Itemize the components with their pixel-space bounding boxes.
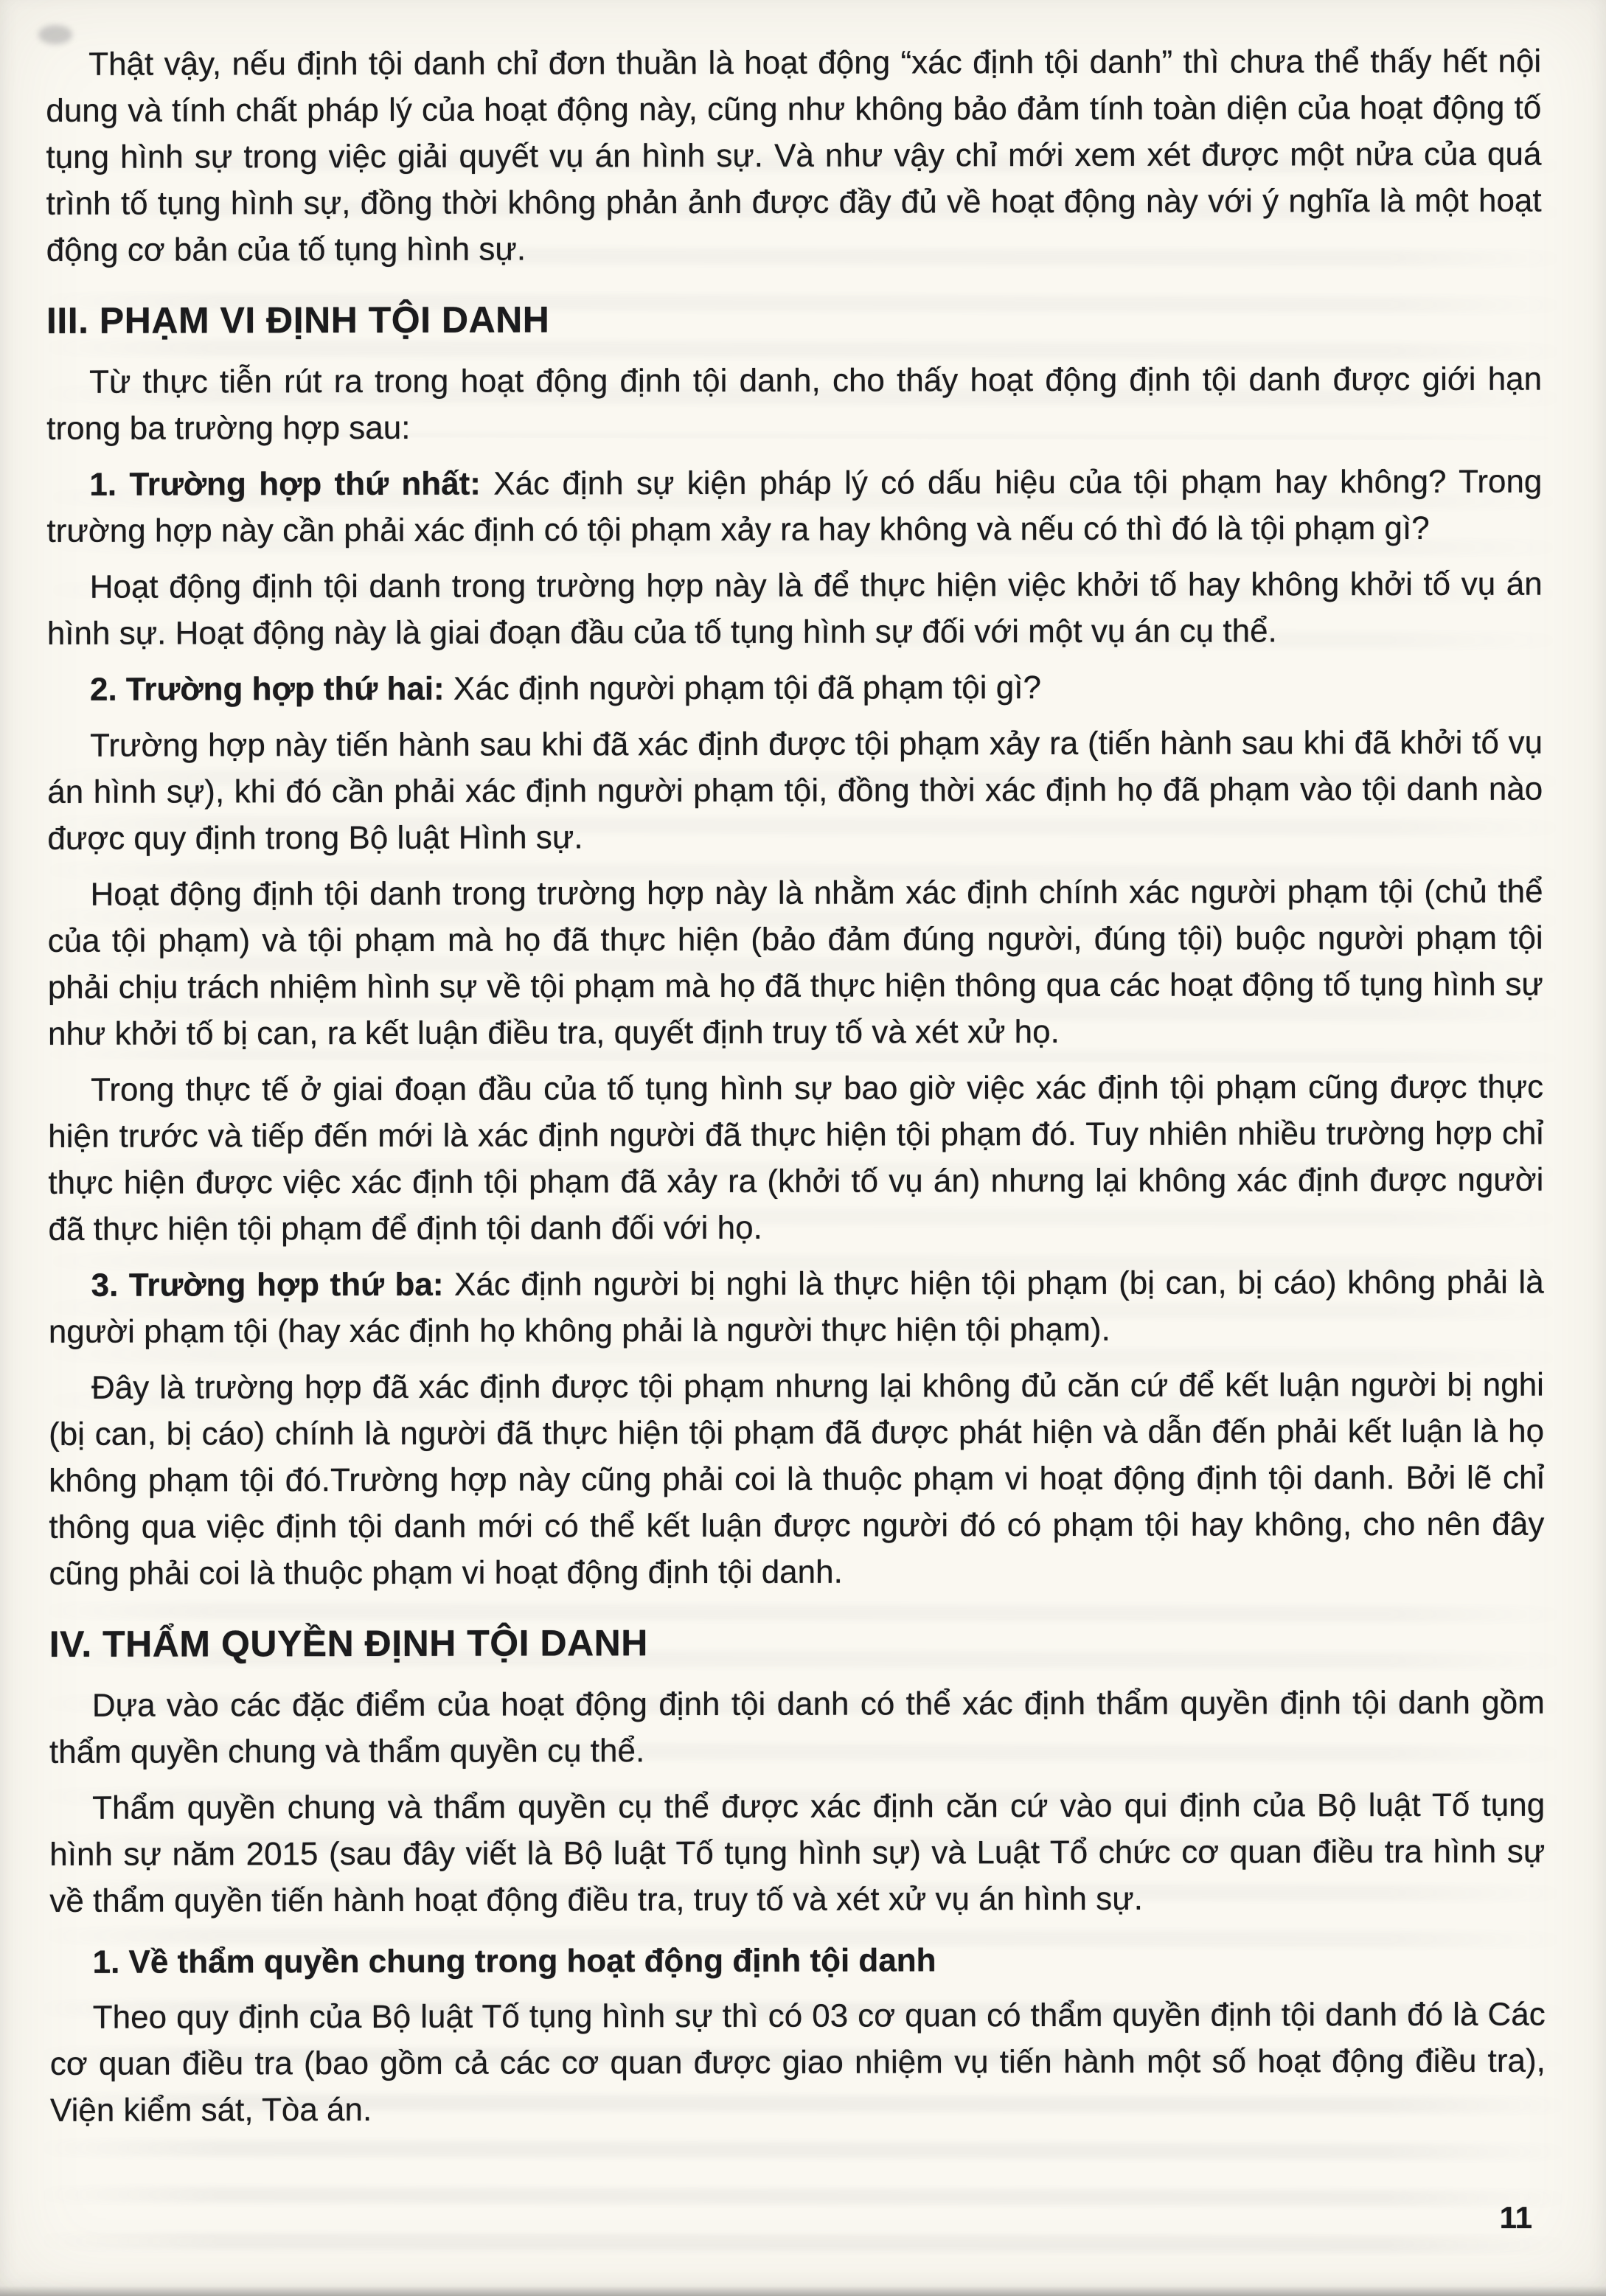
case-1-text: Xác định sự kiện pháp lý có dấu hiệu của tội phạm hay không? Trong trường hợp này cần phải xác định có tội phạm xảy ra hay không và nếu có thì đó là tội phạm gì? bbox=[46, 463, 1543, 549]
section-heading-iii: III. PHẠM VI ĐỊNH TỘI DANH bbox=[46, 299, 550, 341]
case-2-text: Xác định người phạm tội đã phạm tội gì? bbox=[444, 669, 1041, 707]
case-3-text: Xác định người bị nghi là thực hiện tội phạm (bị can, bị cáo) không phải là người phạm tội (hay xác định họ không phải là người thực hiện tội phạm). bbox=[48, 1264, 1544, 1350]
page-number: 11 bbox=[1499, 2200, 1532, 2235]
paragraph-case-2-detail-1: Trường hợp này tiến hành sau khi đã xác định được tội phạm xảy ra (tiến hành sau khi đã khởi tố vụ án hình sự), khi đó cần phải xác định người phạm tội, đồng thời xác định họ đã phạm vào tội danh nào được quy định trong Bộ luật Hình sự. bbox=[47, 724, 1543, 857]
scan-bottom-edge bbox=[0, 2286, 1606, 2296]
paragraph-intro: Thật vậy, nếu định tội danh chỉ đơn thuần là hoạt động “xác định tội danh” thì chưa thể thấy hết nội dung và tính chất pháp lý của hoạt động này, cũng như không bảo đảm tính toàn diện của hoạt động tố tụng hình sự trong việc giải quyết vụ án hình sự. Và như vậy chỉ mới xem xét được một nửa của quá trình tố tụng hình sự, đồng thời không phản ảnh được đầy đủ về hoạt động này với ý nghĩa là một hoạt động cơ bản của tố tụng hình sự. bbox=[46, 43, 1542, 268]
paragraph-case-3 bbox=[49, 1259, 1544, 1355]
paragraph-authority-basis: Thẩm quyền chung và thẩm quyền cụ thể được xác định căn cứ vào qui định của Bộ luật Tố tụng hình sự năm 2015 (sau đây viết là Bộ luật Tố tụng hình sự) và Luật Tổ chức cơ quan điều tra hình sự về thẩm quyền tiến hành hoạt động điều tra, truy tố và xét xử vụ án hình sự. bbox=[49, 1787, 1546, 1919]
paragraph-three-agencies: Theo quy định của Bộ luật Tố tụng hình sự thì có 03 cơ quan có thẩm quyền định tội danh đó là Các cơ quan điều tra (bao gồm cả các cơ quan được giao nhiệm vụ tiến hành một số hoạt động điều tra), Viện kiểm sát, Tòa án. bbox=[49, 1996, 1546, 2129]
paragraph-authority-intro: Dựa vào các đặc điểm của hoạt động định tội danh có thể xác định thẩm quyền định tội danh gồm thẩm quyền chung và thẩm quyền cụ thể. bbox=[49, 1684, 1545, 1770]
section-heading-iv: IV. THẨM QUYỀN ĐỊNH TỘI DANH bbox=[49, 1622, 648, 1665]
paragraph-case-1 bbox=[46, 459, 1542, 554]
paragraph-case-2-detail-3: Trong thực tế ở giai đoạn đầu của tố tụng hình sự bao giờ việc xác định tội phạm cũng được thực hiện trước và tiếp đến mới là xác định người đã thực hiện tội phạm đó. Tuy nhiên nhiều trường hợp chỉ thực hiện được việc xác định tội phạm đã xảy ra (khởi tố vụ án) nhưng lại không xác định được người đã thực hiện tội phạm để định tội danh đối với họ. bbox=[48, 1068, 1544, 1248]
paragraph-case-3-detail: Đây là trường hợp đã xác định được tội phạm nhưng lại không đủ căn cứ để kết luận người bị nghi (bị can, bị cáo) chính là người đã thực hiện tội phạm đã được phát hiện và dẫn đến phải kết luận là họ không phạm tội đó.Trường hợp này cũng phải coi là thuộc phạm vi hoạt động định tội danh. Bởi lẽ chỉ thông qua việc định tội danh mới có thể kết luận được người đó có phạm tội hay không, cho nên đây cũng phải coi là thuộc phạm vi hoạt động định tội danh. bbox=[49, 1366, 1545, 1592]
paragraph-case-1-detail: Hoạt động định tội danh trong trường hợp này là để thực hiện việc khởi tố hay không khởi tố vụ án hình sự. Hoạt động này là giai đoạn đầu của tố tụng hình sự đối với một vụ án cụ thể. bbox=[46, 566, 1543, 652]
case-1-label: 1. Trường hợp thứ nhất: bbox=[89, 465, 481, 503]
paragraph-case-2-detail-2: Hoạt động định tội danh trong trường hợp này là nhằm xác định chính xác người phạm tội (chủ thể của tội phạm) và tội phạm mà họ đã thực hiện (bảo đảm đúng người, đúng tội) buộc người phạm tội phải chịu trách nhiệm hình sự về tội phạm mà họ đã thực hiện thông qua các hoạt động tố tụng hình sự như khởi tố bị can, ra kết luận điều tra, quyết định truy tố và xét xử họ. bbox=[47, 873, 1543, 1052]
case-2-label: 2. Trường hợp thứ hai: bbox=[89, 670, 445, 708]
subheading-general-authority: 1. Về thẩm quyền chung trong hoạt động định tội danh bbox=[92, 1942, 936, 1980]
case-3-label: 3. Trường hợp thứ ba: bbox=[91, 1266, 444, 1304]
paragraph-scope-intro: Từ thực tiễn rút ra trong hoạt động định tội danh, cho thấy hoạt động định tội danh được giới hạn trong ba trường hợp sau: bbox=[46, 361, 1543, 447]
paragraph-case-2 bbox=[47, 664, 1543, 713]
